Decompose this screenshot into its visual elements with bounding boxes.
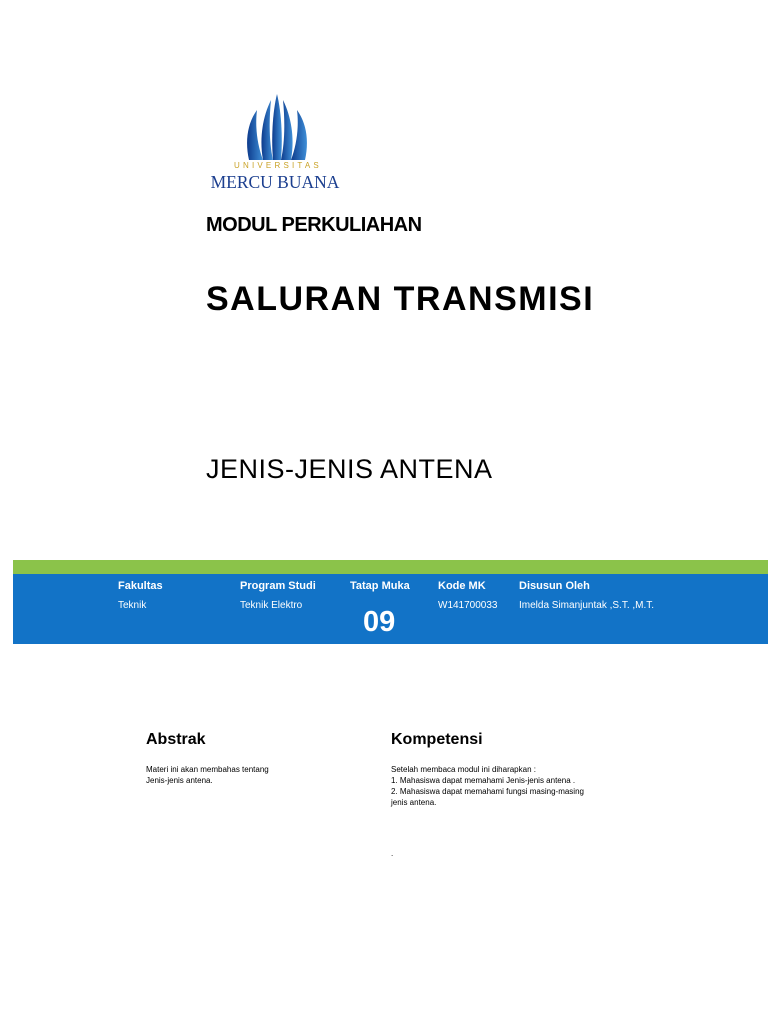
university-logo <box>205 90 343 198</box>
module-label: MODUL PERKULIAHAN <box>206 214 422 236</box>
abstrak-line: Jenis-jenis antena. <box>146 776 213 785</box>
prodi-label: Program Studi <box>240 580 316 592</box>
logo-university-name: MERCU BUANA <box>210 172 340 192</box>
kompetensi-line: jenis antena. <box>391 798 437 807</box>
tatap-muka-value: 09 <box>363 606 396 638</box>
kode-mk-label: Kode MK <box>438 580 486 592</box>
fakultas-label: Fakultas <box>118 580 163 592</box>
prodi-value: Teknik Elektro <box>240 600 303 611</box>
course-title: SALURAN TRANSMISI <box>206 280 595 318</box>
kompetensi-line: 1. Mahasiswa dapat memahami Jenis-jenis antena . <box>391 776 576 785</box>
kode-mk-value: W141700033 <box>438 600 498 611</box>
kompetensi-line: 2. Mahasiswa dapat memahami fungsi masing-masing <box>391 787 584 796</box>
mercu-buana-emblem-icon <box>205 90 343 162</box>
kompetensi-text <box>391 764 584 808</box>
abstrak-heading: Abstrak <box>146 731 206 748</box>
disusun-oleh-value: Imelda Simanjuntak ,S.T. ,M.T. <box>519 600 655 611</box>
abstrak-line: Materi ini akan membahas tentang <box>146 765 269 774</box>
info-band-green-stripe <box>13 560 768 574</box>
module-subtitle: JENIS-JENIS ANTENA <box>206 454 493 484</box>
abstrak-text <box>146 764 269 786</box>
fakultas-value: Teknik <box>118 600 147 611</box>
info-band <box>13 574 768 644</box>
logo-universitas-text: UNIVERSITAS <box>234 161 322 170</box>
kompetensi-trailing-dot: . <box>391 849 394 858</box>
kompetensi-heading: Kompetensi <box>391 731 483 748</box>
kompetensi-line: Setelah membaca modul ini diharapkan : <box>391 765 536 774</box>
tatap-muka-label: Tatap Muka <box>350 580 410 592</box>
disusun-oleh-label: Disusun Oleh <box>519 580 590 592</box>
